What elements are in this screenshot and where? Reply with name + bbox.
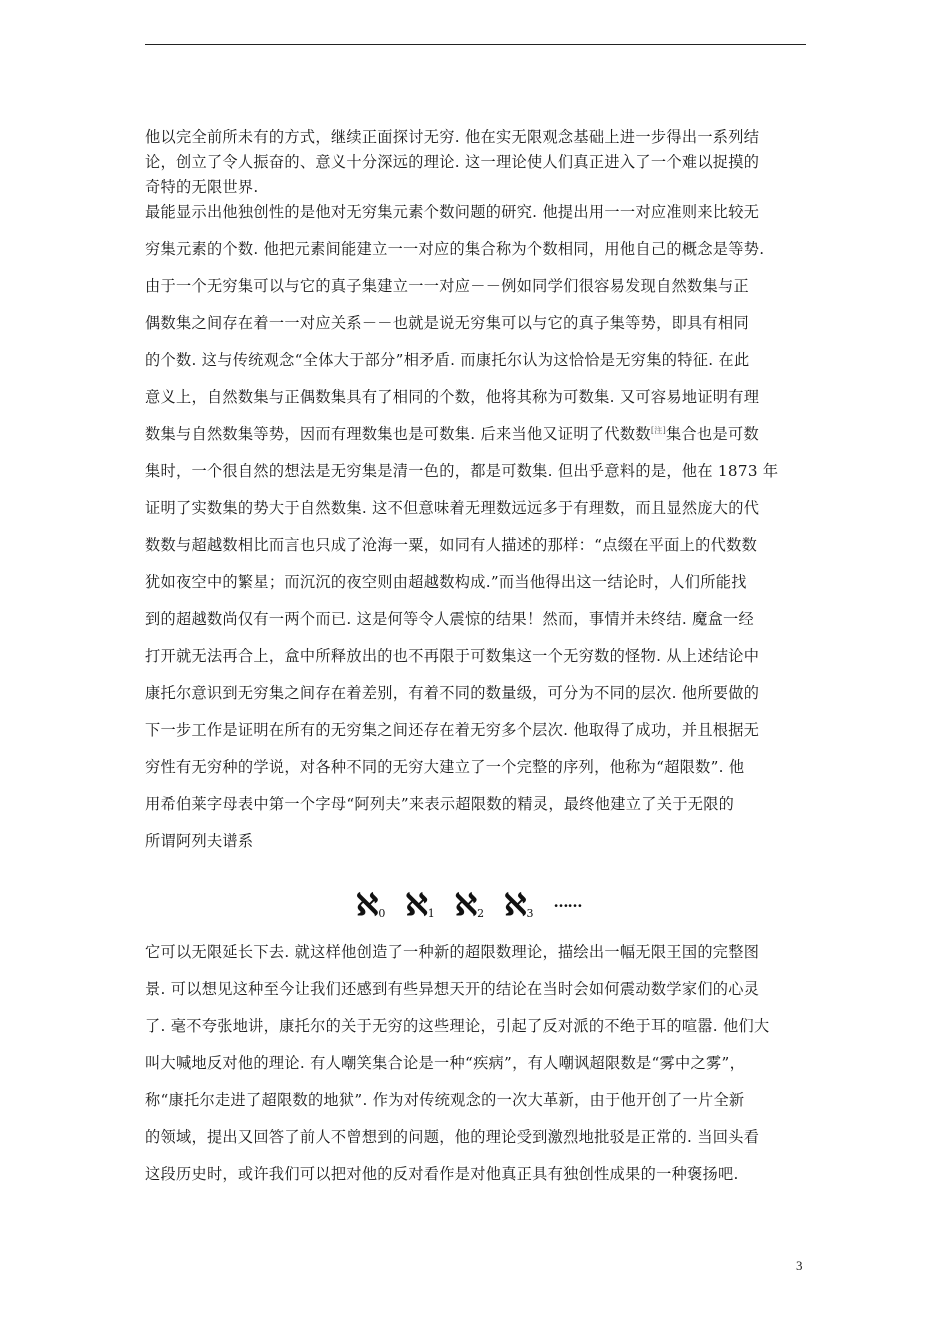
text-line: 由于一个无穷集可以与它的真子集建立一一对应－－例如同学们很容易发现自然数集与正: [145, 277, 750, 295]
text-segment: 数集与自然数集等势，因而有理数集也是可数集. 后来当他又证明了代数数: [145, 425, 651, 443]
text-line: 的领域，提出又回答了前人不曾想到的问题，他的理论受到激烈地批驳是正常的. 当回头看: [145, 1128, 760, 1146]
text-line: 叫大喊地反对他的理论. 有人嘲笑集合论是一种“疾病”，有人嘲讽超限数是“雾中之雾”，: [145, 1054, 746, 1072]
text-line: 意义上，自然数集与正偶数集具有了相同的个数，他将其称为可数集. 又可容易地证明有理: [145, 388, 760, 406]
text-line: 用希伯莱字母表中第一个字母“阿列夫”来表示超限数的精灵，最终他建立了关于无限的: [145, 795, 735, 813]
header-rule: [145, 44, 806, 45]
text-line-with-note: [145, 424, 759, 444]
text-line: 康托尔意识到无穷集之间存在着差别，有着不同的数量级，可分为不同的层次. 他所要做的: [145, 684, 760, 702]
text-line: 了. 毫不夸张地讲，康托尔的关于无穷的这些理论，引起了反对派的不绝于耳的喧嚣. 他们大: [145, 1017, 770, 1035]
text-line: 数数与超越数相比而言也只成了沧海一粟，如同有人描述的那样：“点缀在平面上的代数数: [145, 536, 758, 554]
text-segment: 集合也是可数: [666, 425, 759, 443]
text-line: 称“康托尔走进了超限数的地狱”. 作为对传统观念的一次大革新，由于他开创了一片全新: [145, 1091, 745, 1109]
text-line: 偶数集之间存在着一一对应关系－－也就是说无穷集可以与它的真子集等势，即具有相同: [145, 314, 750, 332]
text-line: 景. 可以想见这种至今让我们还感到有些异想天开的结论在当时会如何震动数学家们的心灵: [145, 980, 760, 998]
footnote-marker[interactable]: [注]: [650, 425, 667, 435]
text-line: 它可以无限延长下去. 就这样他创造了一种新的超限数理论，描绘出一幅无限王国的完整图: [145, 943, 760, 961]
page-number: 3: [796, 1258, 803, 1273]
text-line: 他以完全前所未有的方式，继续正面探讨无穷. 他在实无限观念基础上进一步得出一系列结: [145, 128, 760, 146]
text-line: 穷集元素的个数. 他把元素间能建立一一对应的集合称为个数相同，用他自己的概念是等势.: [145, 240, 765, 258]
text-line: 犹如夜空中的繁星；而沉沉的夜空则由超越数构成.”而当他得出这一结论时，人们所能找: [145, 573, 747, 591]
text-line: 集时，一个很自然的想法是无穷集是清一色的，都是可数集. 但出乎意料的是，他在 1873 年: [145, 462, 779, 480]
text-line: 穷性有无穷种的学说，对各种不同的无穷大建立了一个完整的序列，他称为“超限数”. 他: [145, 758, 745, 776]
text-line: 的个数. 这与传统观念“全体大于部分”相矛盾. 而康托尔认为这恰恰是无穷集的特征. 在此: [145, 351, 750, 369]
aleph-1: ℵ$_1$: [405, 888, 435, 923]
text-line: 到的超越数尚仅有一两个而已. 这是何等令人震惊的结果！然而，事情并未终结. 魔盒一经: [145, 610, 755, 628]
text-line: 最能显示出他独创性的是他对无穷集元素个数问题的研究. 他提出用一一对应准则来比较无: [145, 203, 760, 221]
text-line: 论，创立了令人振奋的、意义十分深远的理论. 这一理论使人们真正进入了一个难以捉摸的: [145, 153, 760, 171]
aleph-2: ℵ$_2$: [454, 888, 485, 923]
text-line: 打开就无法再合上，盒中所释放出的也不再限于可数集这一个无穷数的怪物. 从上述结论中: [145, 647, 760, 665]
text-line: 证明了实数集的势大于自然数集. 这不但意味着无理数远远多于有理数，而且显然庞大的代: [145, 499, 760, 517]
text-line: 奇特的无限世界.: [145, 178, 259, 196]
text-line: 所谓阿列夫谱系: [145, 832, 254, 850]
ellipsis: ……: [553, 893, 582, 911]
aleph-0: ℵ$_0$: [356, 888, 386, 923]
text-line: 这段历史时，或许我们可以把对他的反对看作是对他真正具有独创性成果的一种褒扬吧.: [145, 1165, 739, 1183]
text-line: 下一步工作是证明在所有的无穷集之间还存在着无穷多个层次. 他取得了成功，并且根据无: [145, 721, 760, 739]
aleph-series-formula: [356, 888, 596, 928]
aleph-3: ℵ$_3$: [504, 888, 534, 923]
